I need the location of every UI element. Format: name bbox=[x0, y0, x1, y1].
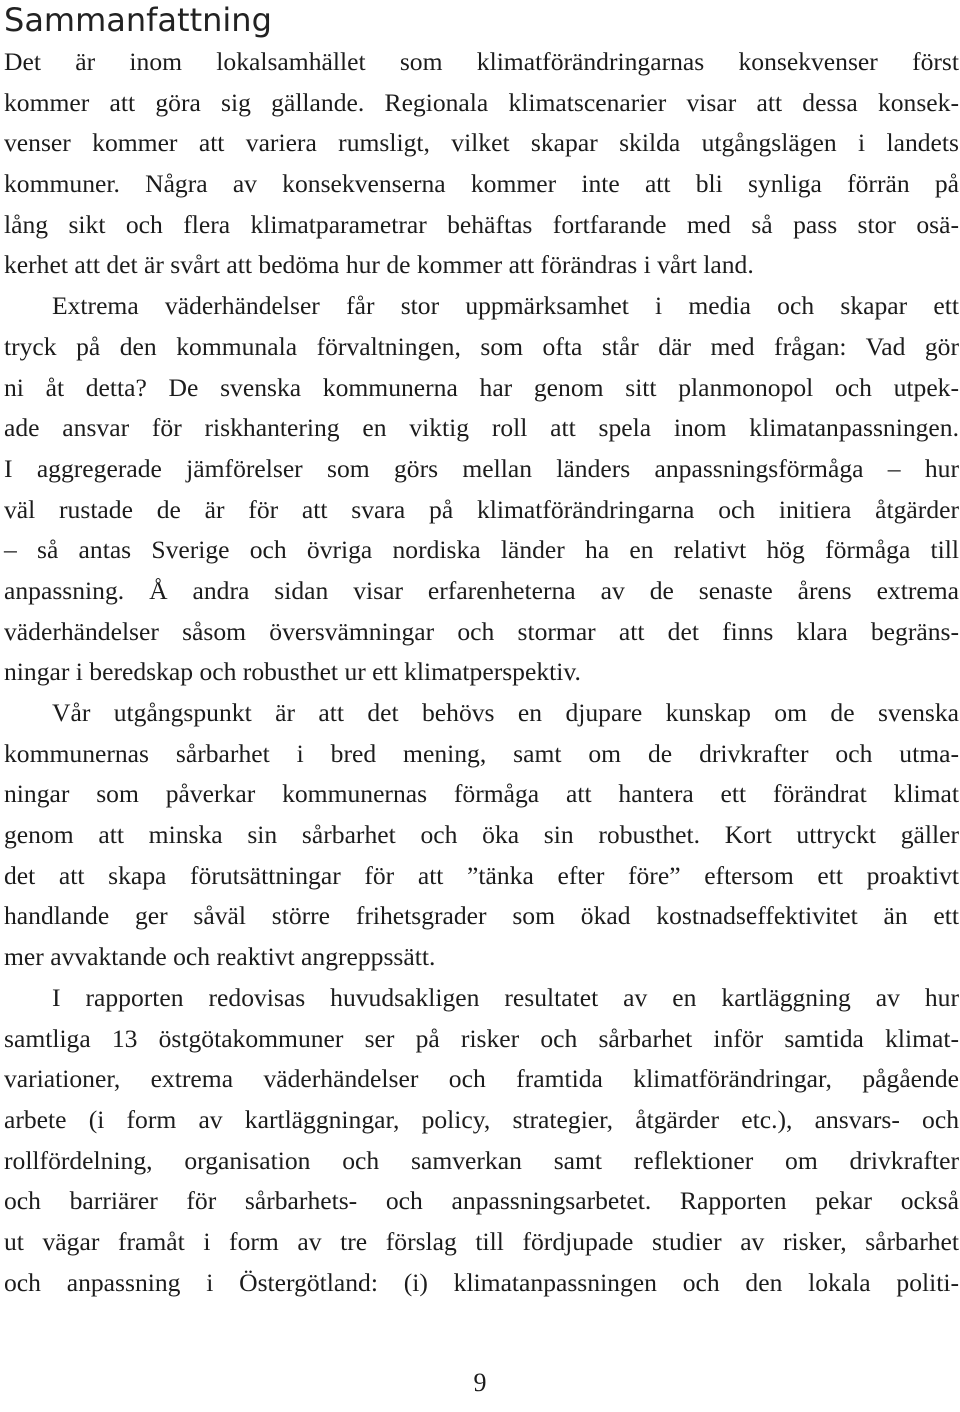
text-line: tryck på den kommunala förvaltningen, som ofta står där med frågan: Vad gör bbox=[4, 331, 959, 361]
page-title: Sammanfattning bbox=[4, 1, 272, 39]
text-line: Det är inom lokalsamhället som klimatförändringarnas konsekvenser först bbox=[4, 47, 959, 76]
text-line: väl rustade de är för att svara på klimatförändringarna och initiera åtgärder bbox=[4, 494, 959, 524]
text-line: samtliga 13 östgötakommuner ser på risker och sårbarhet inför samtida klimat- bbox=[4, 1023, 959, 1053]
text-line: väderhändelser såsom översvämningar och stormar att det finns klara begräns- bbox=[4, 616, 959, 646]
text-line: ningar i beredskap och robusthet ur ett klimatperspektiv. bbox=[4, 657, 581, 687]
text-line: genom att minska sin sårbarhet och öka sin robusthet. Kort uttryckt gäller bbox=[4, 820, 959, 850]
text-line: kerhet att det är svårt att bedöma hur de kommer att förändras i vårt land. bbox=[4, 250, 754, 280]
page-number: 9 bbox=[473, 1368, 487, 1397]
text-line: anpassning. Å andra sidan visar erfarenheterna av de senaste årens extrema bbox=[4, 575, 959, 605]
text-line: kommunernas sårbarhet i bred mening, samt om de drivkrafter och utma- bbox=[4, 738, 959, 768]
text-line: Vår utgångspunkt är att det behövs en djupare kunskap om de svenska bbox=[52, 698, 959, 727]
text-line: och barriärer för sårbarhets- och anpassningsarbetet. Rapporten pekar också bbox=[4, 1186, 959, 1216]
text-line: ningar som påverkar kommunernas förmåga att hantera ett förändrat klimat bbox=[4, 779, 959, 809]
text-line: variationer, extrema väderhändelser och framtida klimatförändringar, pågående bbox=[4, 1064, 959, 1094]
text-line: I rapporten redovisas huvudsakligen resultatet av en kartläggning av hur bbox=[52, 982, 959, 1012]
text-line: ni åt detta? De svenska kommunerna har genom sitt planmonopol och utpek- bbox=[4, 372, 959, 402]
text-line: mer avvaktande och reaktivt angreppssätt. bbox=[4, 942, 436, 972]
text-line: I aggregerade jämförelser som görs mellan länders anpassningsförmåga – hur bbox=[4, 453, 959, 483]
text-line: ut vägar framåt i form av tre förslag till fördjupade studier av risker, sårbarhet bbox=[4, 1226, 959, 1256]
text-line: arbete (i form av kartläggningar, policy, strategier, åtgärder etc.), ansvars- och bbox=[4, 1104, 959, 1134]
text-line: Extrema väderhändelser får stor uppmärksamhet i media och skapar ett bbox=[52, 291, 959, 321]
text-line: kommer att göra sig gällande. Regionala klimatscenarier visar att dessa konsek- bbox=[4, 87, 959, 117]
text-line: och anpassning i Östergötland: (i) klimatanpassningen och den lokala politi- bbox=[4, 1267, 959, 1297]
text-line: – så antas Sverige och övriga nordiska länder ha en relativt hög förmåga till bbox=[4, 535, 959, 565]
text-line: handlande ger såväl större frihetsgrader som ökad kostnadseffektivitet än ett bbox=[4, 901, 959, 931]
body-text bbox=[4, 42, 959, 1303]
text-line: venser kommer att variera rumsligt, vilket skapar skilda utgångslägen i landets bbox=[4, 128, 959, 158]
text-line: rollfördelning, organisation och samverkan samt reflektioner om drivkrafter bbox=[4, 1145, 959, 1175]
text-line: ade ansvar för riskhantering en viktig roll att spela inom klimatanpassningen. bbox=[4, 413, 959, 443]
text-line: lång sikt och flera klimatparametrar behäftas fortfarande med så pass stor osä- bbox=[4, 209, 959, 239]
text-line: kommuner. Några av konsekvenserna kommer inte att bli synliga förrän på bbox=[4, 169, 959, 199]
text-line: det att skapa förutsättningar för att ”tänka efter före” eftersom ett proaktivt bbox=[4, 860, 959, 890]
